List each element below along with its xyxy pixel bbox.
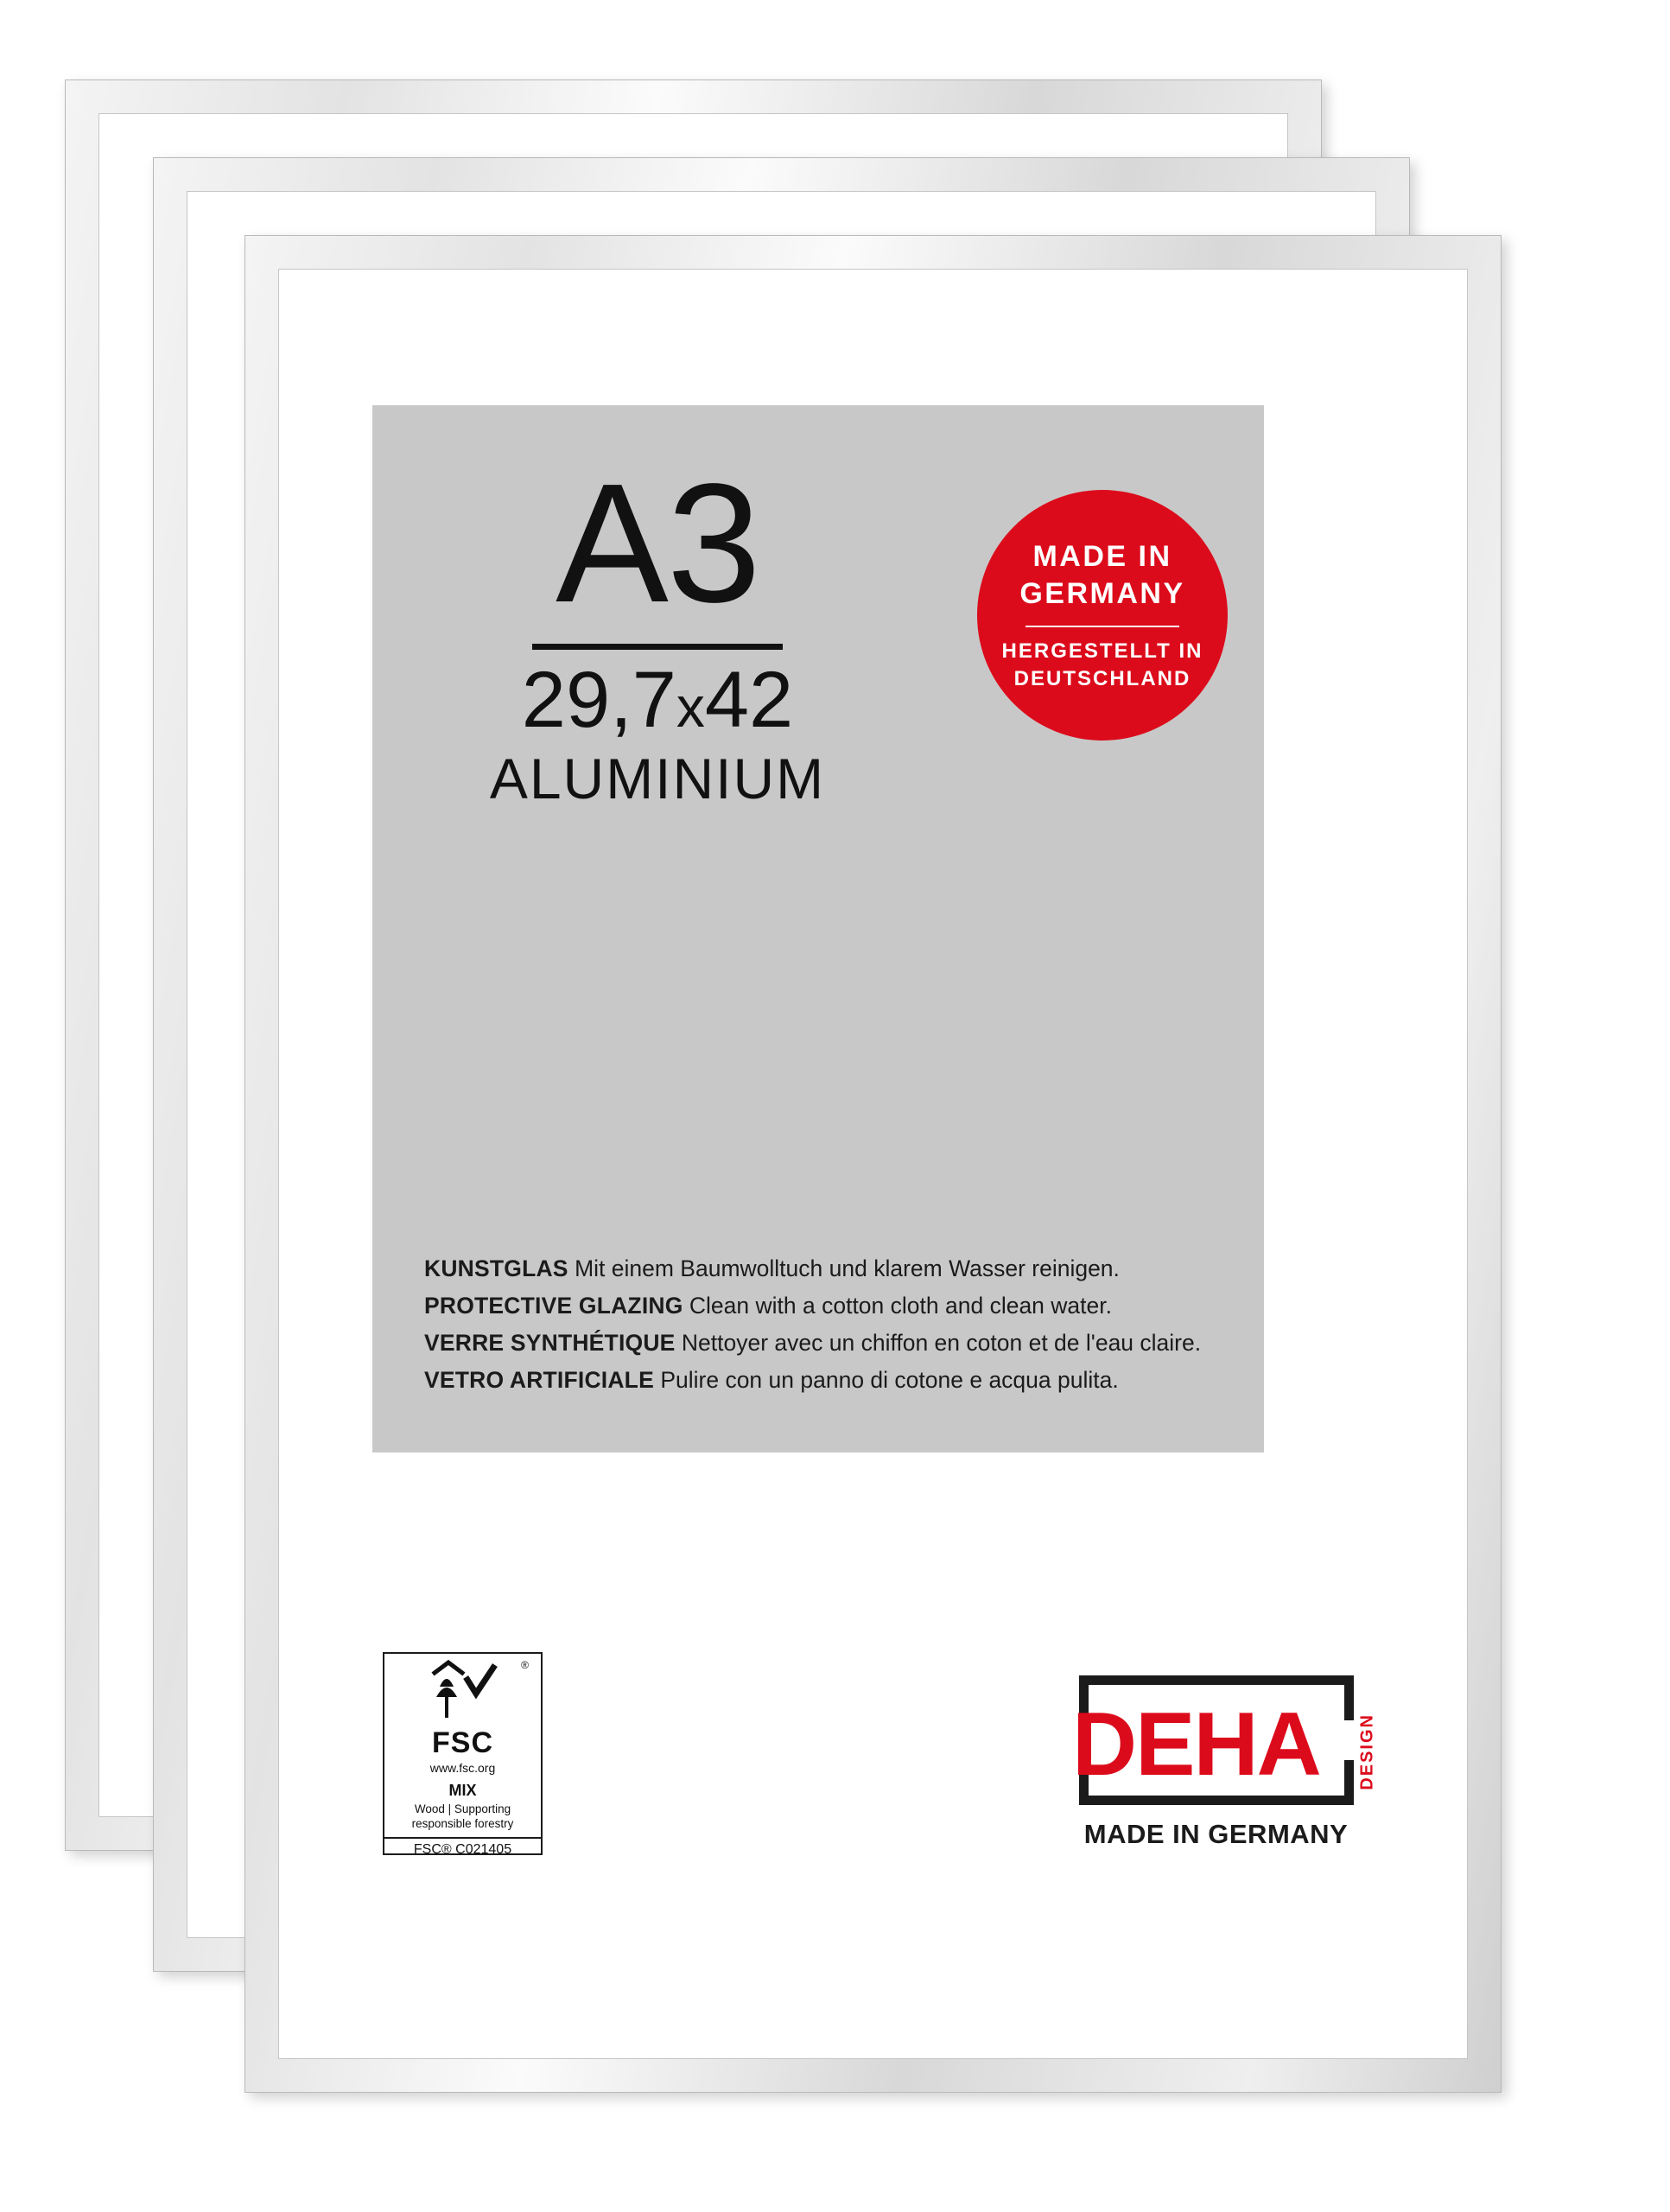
- care-term: PROTECTIVE GLAZING: [424, 1293, 683, 1319]
- product-insert-card: [372, 405, 1264, 1452]
- care-line: [424, 1287, 1221, 1325]
- deha-tagline: MADE IN GERMANY: [1083, 1819, 1349, 1849]
- care-line: [424, 1325, 1221, 1362]
- dimension-width: 29,7: [521, 656, 676, 744]
- deha-logo: [1067, 1675, 1377, 1861]
- fsc-registered-mark: ®: [521, 1659, 529, 1671]
- fsc-desc-line-1: Wood | Supporting: [414, 1802, 511, 1815]
- paper-size-label: A3: [556, 448, 759, 638]
- care-text: Nettoyer avec un chiffon en coton et de l'eau claire.: [681, 1330, 1202, 1357]
- care-instructions: [424, 1250, 1221, 1399]
- care-line: [424, 1250, 1221, 1287]
- care-text: Pulire con un panno di cotone e acqua pulita.: [660, 1367, 1119, 1394]
- badge-line-1: MADE IN: [1032, 539, 1172, 573]
- care-term: KUNSTGLAS: [424, 1255, 568, 1282]
- dimension-height: 42: [704, 656, 794, 744]
- divider-rule: [532, 644, 783, 650]
- dimension-separator: x: [676, 675, 705, 739]
- size-block: [372, 448, 943, 811]
- care-text: Mit einem Baumwolltuch und klarem Wasser reinigen.: [575, 1255, 1120, 1282]
- badge-sub-1: HERGESTELLT IN: [1001, 639, 1203, 663]
- material-label: ALUMINIUM: [489, 746, 826, 810]
- badge-sub-2: DEUTSCHLAND: [1013, 666, 1191, 690]
- deha-wordmark: DEHA: [1072, 1694, 1320, 1795]
- badge-divider: [1025, 626, 1179, 627]
- care-term: VERRE SYNTHÉTIQUE: [424, 1330, 676, 1357]
- badge-line-2: GERMANY: [1019, 577, 1185, 611]
- fsc-mix-label: MIX: [448, 1782, 477, 1799]
- picture-frame-front: [244, 235, 1502, 2093]
- deha-design-label: DESIGN: [1358, 1713, 1377, 1790]
- care-term: VETRO ARTIFICIALE: [424, 1367, 654, 1394]
- fsc-code: FSC® C021405: [384, 1837, 541, 1858]
- fsc-url: www.fsc.org: [429, 1761, 496, 1775]
- made-in-germany-badge: [977, 490, 1228, 741]
- fsc-desc-line-2: responsible forestry: [411, 1816, 514, 1830]
- frame-inner-sheet: [278, 269, 1468, 2059]
- dimensions-label: [372, 658, 943, 742]
- care-text: Clean with a cotton cloth and clean water.: [689, 1293, 1112, 1319]
- care-line: [424, 1362, 1221, 1399]
- fsc-tree-icon: [384, 1654, 541, 1730]
- fsc-label: [383, 1652, 543, 1855]
- fsc-name: FSC: [432, 1726, 493, 1759]
